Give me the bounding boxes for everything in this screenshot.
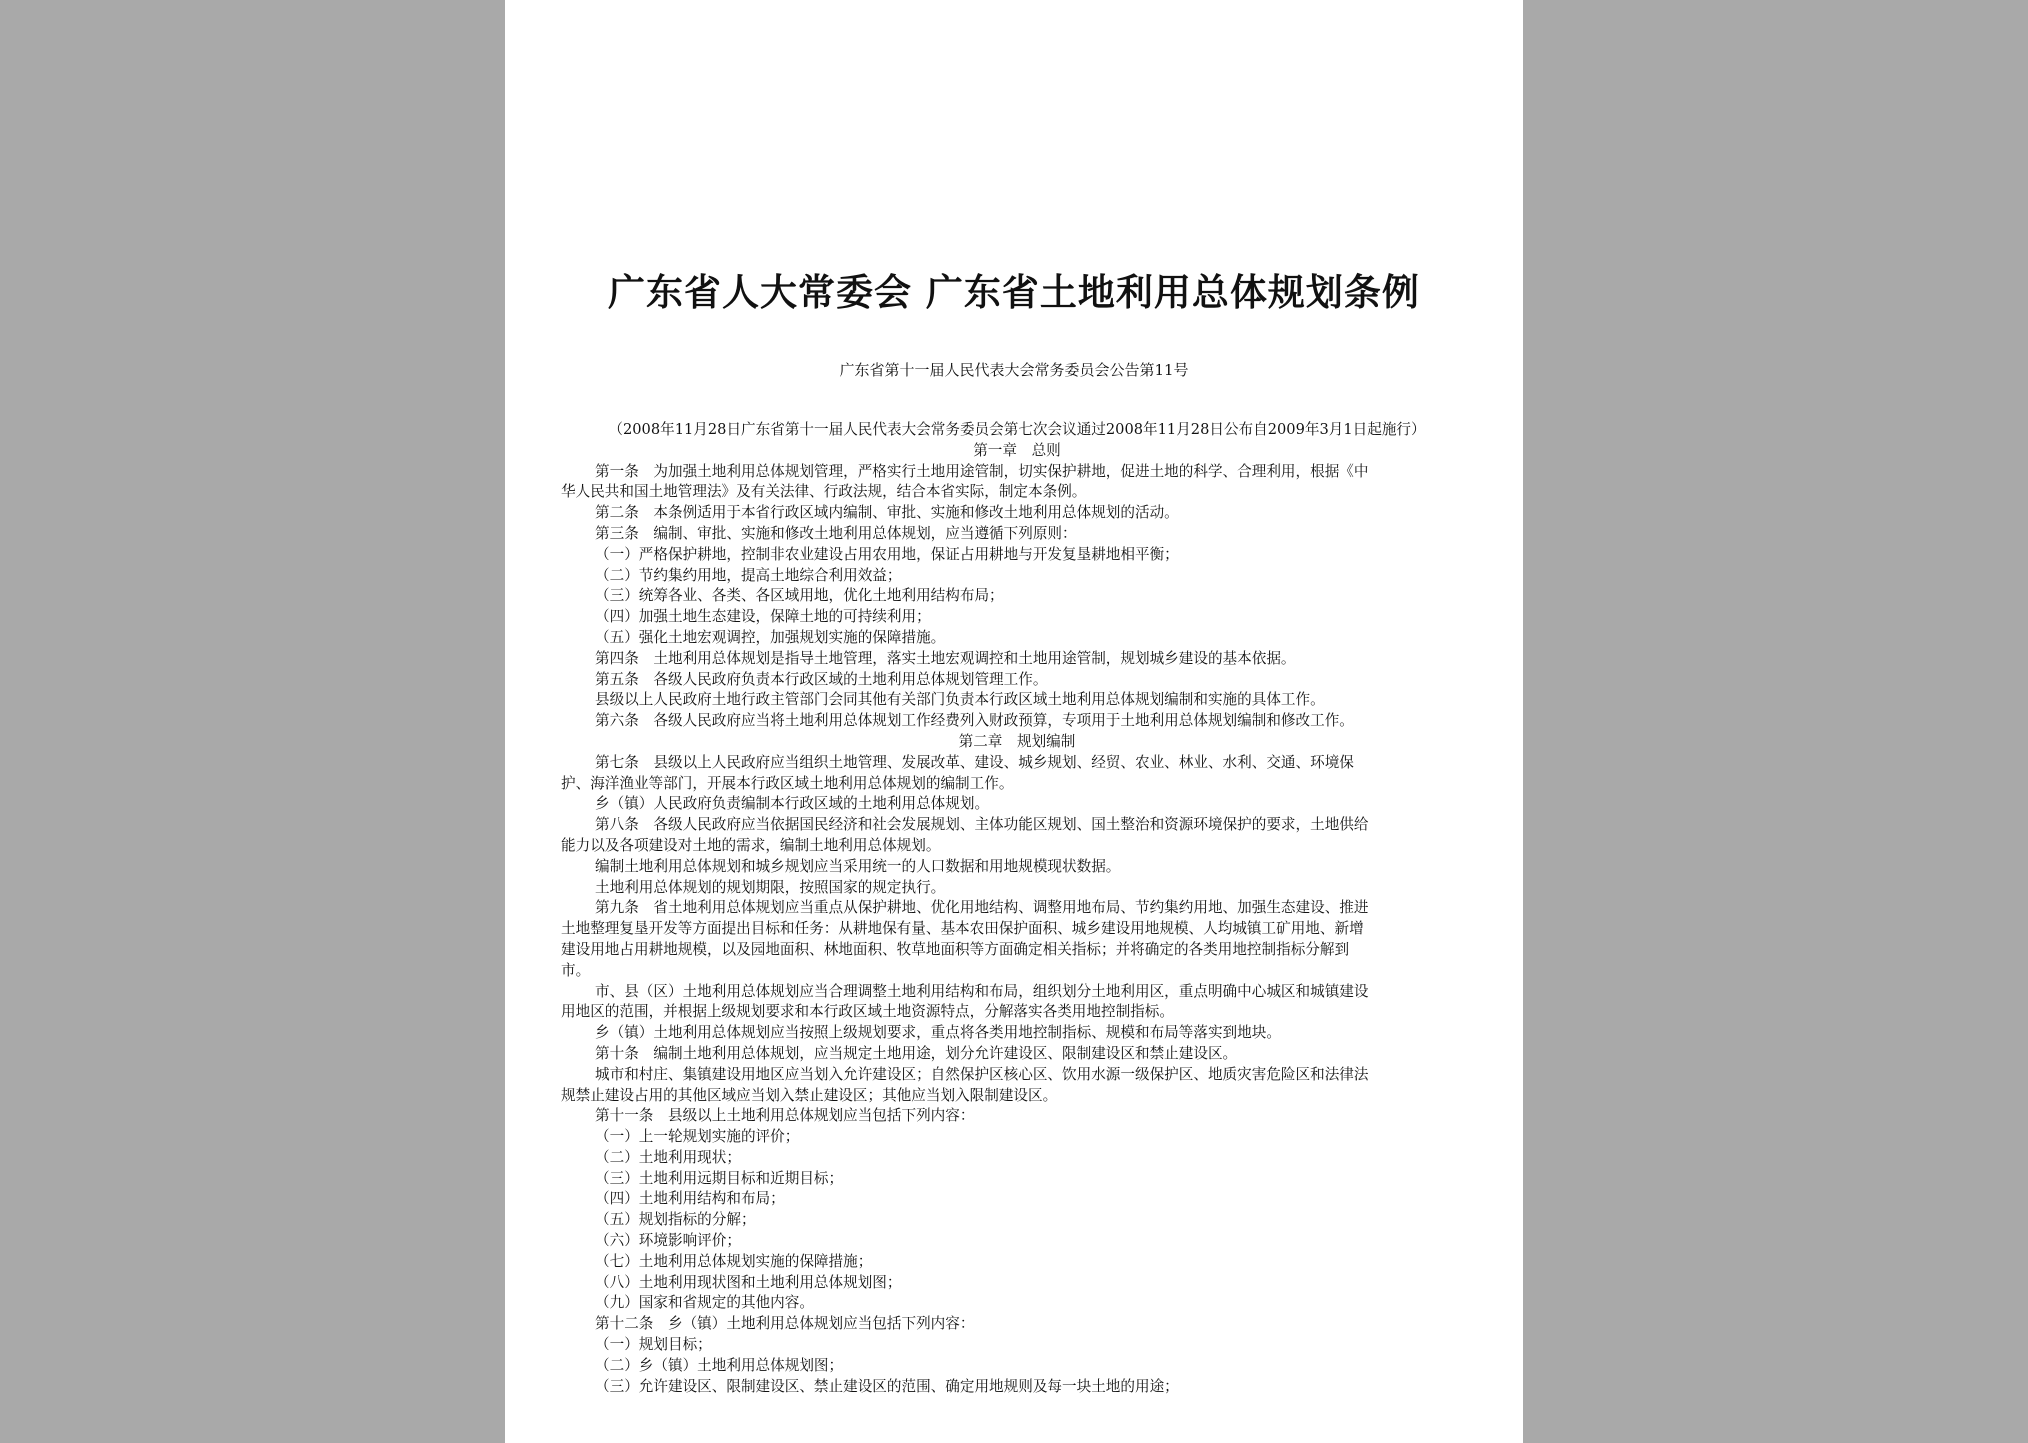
article-line: 第二条 本条例适用于本省行政区域内编制、审批、实施和修改土地利用总体规划的活动。: [595, 504, 1179, 522]
chapter-heading: 第一章 总则: [973, 441, 1061, 459]
article-line: 市。: [561, 961, 591, 979]
article-line: 建设用地占用耕地规模，以及园地面积、林地面积、牧草地面积等方面确定相关指标；并将确定的各类用地控制指标分解到: [561, 940, 1350, 958]
announcement-number: 广东省第十一届人民代表大会常务委员会公告第11号: [839, 361, 1189, 379]
document-title: 广东省人大常委会 广东省土地利用总体规划条例: [608, 271, 1420, 314]
document-body: [561, 420, 1473, 1397]
list-item: （一）严格保护耕地，控制非农业建设占用农用地，保证占用耕地与开发复垦耕地相平衡；: [595, 545, 1179, 563]
article-line: 护、海洋渔业等部门，开展本行政区域土地利用总体规划的编制工作。: [561, 774, 1014, 792]
article-line: 第六条 各级人民政府应当将土地利用总体规划工作经费列入财政预算，专项用于土地利用总体规划编制和修改工作。: [595, 712, 1354, 730]
article-line: 华人民共和国土地管理法》及有关法律、行政法规，结合本省实际，制定本条例。: [561, 483, 1087, 501]
article-line: 第九条 省土地利用总体规划应当重点从保护耕地、优化用地结构、调整用地布局、节约集约用地、加强生态建设、推进: [595, 899, 1369, 917]
article-line: 用地区的范围，并根据上级规划要求和本行政区域土地资源特点，分解落实各类用地控制指标。: [561, 1003, 1174, 1021]
article-line: 第十一条 县级以上土地利用总体规划应当包括下列内容：: [595, 1107, 975, 1125]
article-line: 规禁止建设占用的其他区域应当划入禁止建设区；其他应当划入限制建设区。: [561, 1086, 1058, 1104]
list-item: （九）国家和省规定的其他内容。: [595, 1294, 814, 1312]
list-item: （三）统筹各业、各类、各区域用地，优化土地利用结构布局；: [595, 587, 1004, 605]
article-line: 第八条 各级人民政府应当依据国民经济和社会发展规划、主体功能区规划、国土整治和资源环境保护的要求，土地供给: [595, 816, 1369, 834]
list-item: （一）上一轮规划实施的评价；: [595, 1128, 800, 1146]
list-item: （二）土地利用现状；: [595, 1148, 741, 1166]
article-line: 市、县（区）土地利用总体规划应当合理调整土地利用结构和布局，组织划分土地利用区，重点明确中心城区和城镇建设: [595, 982, 1369, 1000]
article-line: 第四条 土地利用总体规划是指导土地管理，落实土地宏观调控和土地用途管制，规划城乡建设的基本依据。: [595, 649, 1296, 667]
adoption-note: （2008年11月28日广东省第十一届人民代表大会常务委员会第七次会议通过2008年11月28日公布自2009年3月1日起施行）: [608, 421, 1426, 438]
list-item: （四）加强土地生态建设，保障土地的可持续利用；: [595, 608, 931, 626]
list-item: （八）土地利用现状图和土地利用总体规划图；: [595, 1273, 902, 1291]
list-item: （六）环境影响评价；: [595, 1232, 741, 1250]
article-line: 第七条 县级以上人民政府应当组织土地管理、发展改革、建设、城乡规划、经贸、农业、林业、水利、交通、环境保: [595, 753, 1354, 771]
list-item: （七）土地利用总体规划实施的保障措施；: [595, 1252, 873, 1270]
document-page: [505, 0, 1523, 1443]
article-line: 第十条 编制土地利用总体规划，应当规定土地用途，划分允许建设区、限制建设区和禁止建设区。: [595, 1044, 1238, 1062]
article-line: 第三条 编制、审批、实施和修改土地利用总体规划，应当遵循下列原则：: [595, 524, 1077, 542]
article-line: 第五条 各级人民政府负责本行政区域的土地利用总体规划管理工作。: [595, 670, 1048, 688]
list-item: （五）规划指标的分解；: [595, 1211, 756, 1229]
article-line: 第十二条 乡（镇）土地利用总体规划应当包括下列内容：: [595, 1315, 975, 1333]
article-line: 土地整理复垦开发等方面提出目标和任务：从耕地保有量、基本农田保护面积、城乡建设用地规模、人均城镇工矿用地、新增: [561, 920, 1364, 938]
list-item: （二）乡（镇）土地利用总体规划图；: [595, 1356, 844, 1374]
article-line: 第一条 为加强土地利用总体规划管理，严格实行土地用途管制，切实保护耕地，促进土地的科学、合理利用，根据《中: [595, 462, 1369, 480]
list-item: （二）节约集约用地，提高土地综合利用效益；: [595, 566, 902, 584]
chapter-heading: 第二章 规划编制: [958, 732, 1076, 750]
article-line: 乡（镇）人民政府负责编制本行政区域的土地利用总体规划。: [595, 795, 990, 813]
list-item: （四）土地利用结构和布局；: [595, 1190, 785, 1208]
article-line: 城市和村庄、集镇建设用地区应当划入允许建设区；自然保护区核心区、饮用水源一级保护区、地质灾害危险区和法律法: [595, 1065, 1369, 1083]
article-line: 县级以上人民政府土地行政主管部门会同其他有关部门负责本行政区域土地利用总体规划编制和实施的具体工作。: [595, 691, 1325, 709]
list-item: （三）允许建设区、限制建设区、禁止建设区的范围、确定用地规则及每一块土地的用途；: [595, 1377, 1179, 1395]
article-line: 土地利用总体规划的规划期限，按照国家的规定执行。: [595, 878, 946, 896]
list-item: （一）规划目标；: [595, 1336, 712, 1354]
article-line: 乡（镇）土地利用总体规划应当按照上级规划要求，重点将各类用地控制指标、规模和布局等落实到地块。: [595, 1024, 1281, 1042]
article-line: 能力以及各项建设对土地的需求，编制土地利用总体规划。: [561, 836, 941, 854]
list-item: （三）土地利用远期目标和近期目标；: [595, 1169, 844, 1187]
article-line: 编制土地利用总体规划和城乡规划应当采用统一的人口数据和用地规模现状数据。: [595, 857, 1121, 875]
list-item: （五）强化土地宏观调控，加强规划实施的保障措施。: [595, 628, 946, 646]
